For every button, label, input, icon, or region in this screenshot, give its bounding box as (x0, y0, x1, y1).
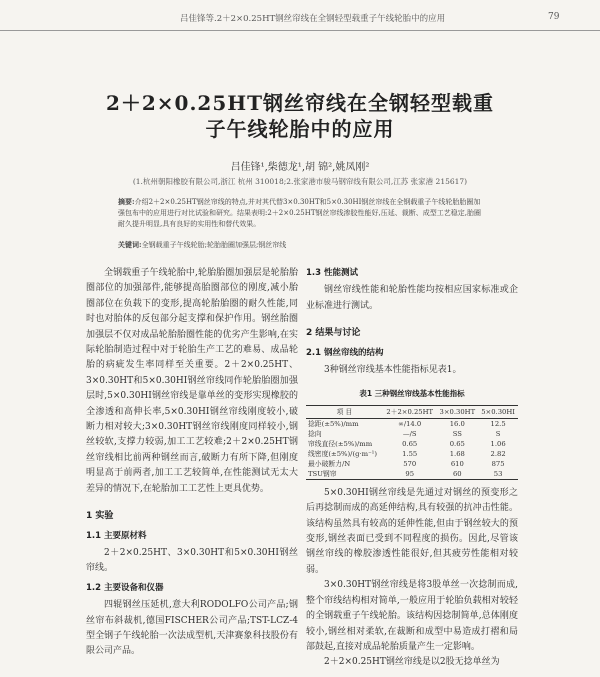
right-column (306, 266, 518, 671)
table-cell: 捻向 (308, 429, 322, 438)
structure-paragraph: 3种钢丝帘线基本性能指标见表1。 (324, 365, 462, 376)
table-cell: —/S (402, 429, 417, 438)
running-head (0, 0, 600, 31)
properties-table (306, 405, 518, 480)
table-cell: 16.0 (449, 419, 465, 428)
subsection-heading-testing: 1.3 性能测试 (306, 268, 359, 278)
table-header-cell: 5×0.30HI (478, 405, 518, 418)
table-row (306, 469, 518, 480)
title-line-2: 子午线轮胎中的应用 (205, 117, 395, 141)
table-header-cell: 3×0.30HT (436, 405, 478, 418)
table-row (306, 439, 518, 449)
table-cell: TSU钢帘 (306, 469, 383, 480)
keywords (118, 240, 482, 250)
subsection-heading-materials: 1.1 主要原材料 (86, 530, 147, 541)
table-cell: 1.68 (449, 449, 465, 458)
table-cell: 53 (478, 469, 518, 480)
ht-cord-paragraph: 3×0.30HT钢丝帘线是将3股单丝一次捻制而成,整个帘线结构相对简单,一般应用于轮胎负载相对较轻的全钢载重子午线轮胎。该结构因捻制简单,总体刚度较小,钢丝相对柔软,在裁断和成型中易造成打褶和局部鼓起,直接对成品轮胎质量产生一定影响。 (306, 580, 518, 652)
table-cell: 95 (383, 469, 436, 480)
abstract-text: 介绍2＋2×0.25HT钢丝帘线的特点,并对其代替3×0.30HT和5×0.30HI钢丝帘线在全钢载重子午线轮胎胎圈加强包布中的应用进行对比试验和研究。结果表明:2＋2×0.25HT钢丝帘线渗胶性能好,压延、裁断、成型工艺稳定,胎圈耐久提升明显,具有良好的实用性和替代效果。 (118, 198, 481, 228)
table-cell: 线密度(±5%)/(g·m⁻¹) (308, 449, 378, 458)
table-cell: 0.65 (402, 439, 418, 448)
running-head-text: 吕佳锋等.2＋2×0.25HT钢丝帘线在全钢轻型载重子午线轮胎中的应用 (180, 14, 446, 24)
table-row (306, 429, 518, 439)
table-cell: S (495, 429, 501, 438)
equipment-paragraph: 四辊钢丝压延机,意大利RODOLFO公司产品;钢丝帘布斜裁机,德国FISCHER公司产品;TST-LCZ-4型全钢子午线轮胎一次法成型机,天津赛象科技股份有限公司产品。 (86, 600, 298, 657)
intro-paragraph: 全钢载重子午线轮胎中,轮胎胎圈加强层是轮胎胎圈部位的加强部件,能够提高胎圈部位的刚度,减小胎圈部位在负载下的变形,提高轮胎胎圈的耐久性能,同时也对胎体的反包部分起支撑和保护作用。钢丝胎圈加强层不仅对成品轮胎胎圈性能的优劣产生影响,在实际轮胎制造过程中对于轮胎生产工艺的难易、成品轮胎的病疵发生率同样至关重要。2＋2×0.25HT、3×0.30HT和5×0.30HI钢丝帘线同作轮胎胎圈加强层时,5×0.30HI钢丝帘线是靠单丝的变形实现橡胶的全渗透和高伸长率,5×0.30HI钢丝帘线刚度较小,破断力相对较大;3×0.30HT钢丝帘线刚度同样较小,钢丝较软,支撑力较弱,加工工艺较难;2＋2×0.25HT钢丝帘线相比前两种钢丝而言,破断力有所下降,但刚度明显高于前两者,加工工艺较简单,在性能测试无太大差异的情况下,在轮胎加工工艺性上更具优势。 (86, 268, 298, 494)
table-header-cell: 项 目 (306, 405, 383, 418)
table-cell: 875 (491, 459, 505, 468)
abstract (118, 196, 482, 230)
title-line-1: 2＋2×0.25HT钢丝帘线在全钢轻型载重 (105, 91, 495, 115)
materials-paragraph: 2＋2×0.25HT、3×0.30HT和5×0.30HI钢丝帘线。 (86, 547, 298, 574)
table-cell: 570 (403, 459, 417, 468)
subsection-heading-structure: 2.1 钢丝帘线的结构 (306, 347, 384, 358)
table-header-cell: 2＋2×0.25HT (383, 405, 436, 418)
table-cell: 2.82 (490, 449, 506, 458)
keywords-text: 全钢载重子午线轮胎;轮胎胎圈加强层;钢丝帘线 (141, 241, 287, 249)
table-cell: 最小破断力/N (308, 459, 351, 468)
hi-cord-paragraph: 5×0.30HI钢丝帘线是先通过对钢丝的预变形之后再捻制而成的高延伸结构,具有较强的抗冲击性能。该结构虽然具有较高的延伸性能,但由于钢丝较大的预变形,钢丝表面已受到不同程度的损伤。因此,尽管该钢丝帘线的橡胶渗透性能很好,但其疲劳性能相对较弱。 (306, 487, 518, 575)
left-column (86, 266, 298, 660)
testing-paragraph: 钢丝帘线性能和轮胎性能均按相应国家标准或企业标准进行测试。 (306, 285, 518, 311)
table-row (306, 418, 518, 429)
table-cell: 60 (436, 469, 478, 480)
table-cell: 0.65 (449, 439, 465, 448)
table-cell: 1.06 (490, 439, 506, 448)
table-cell: 捻距(±5%)/mm (308, 419, 359, 428)
page-number: 79 (548, 12, 560, 22)
section-heading-results: 2 结果与讨论 (306, 328, 361, 339)
table-cell: 帘线直径(±5%)/mm (308, 439, 373, 448)
table-cell: 1.55 (402, 449, 418, 458)
table-caption: 表1 三种钢丝帘线基本性能指标 (359, 389, 465, 399)
table-row (306, 449, 518, 459)
affiliation: (1.杭州朝阳橡胶有限公司,浙江 杭州 310018;2.张家港市骏马钢帘线有限公司,江苏 张家港 215617) (132, 177, 468, 186)
section-heading-experiment: 1 实验 (86, 511, 114, 522)
table-header-row (306, 405, 518, 418)
table-cell: 12.5 (490, 419, 506, 428)
table-cell: 610 (450, 459, 464, 468)
table-cell: SS (452, 429, 462, 438)
table-row (306, 459, 518, 469)
abstract-label: 摘要: (118, 197, 135, 206)
table-cell: ∞/14.0 (398, 419, 422, 428)
article-title (0, 90, 600, 142)
keywords-label: 关键词: (118, 240, 142, 249)
two-plus-two-paragraph: 2＋2×0.25HT钢丝帘线是以2股无捻单丝为 (324, 657, 500, 668)
subsection-heading-equipment: 1.2 主要设备和仪器 (86, 582, 164, 593)
authors: 吕佳锋¹,柴德龙¹,胡 锦²,姚凤刚² (230, 162, 370, 173)
